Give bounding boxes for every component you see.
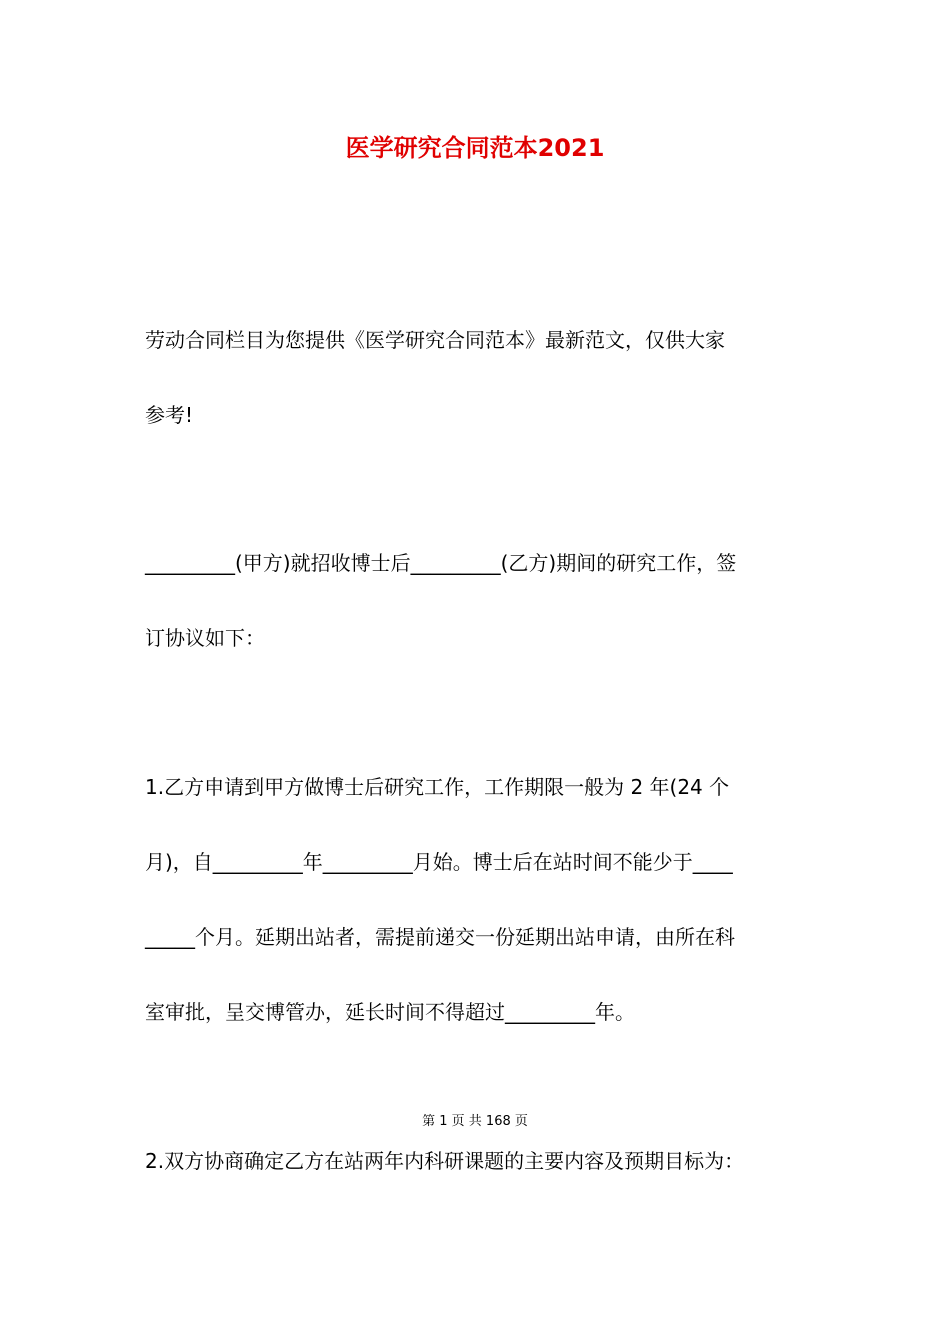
document-title: 医学研究合同范本2021 [345, 134, 605, 162]
clause-1-line-2: 月)，自_________年_________月始。博士后在站时间不能少于____ [145, 850, 733, 874]
clause-1-line-4: 室审批，呈交博管办，延长时间不得超过_________年。 [145, 1000, 635, 1024]
paragraph-intro-line-1: 劳动合同栏目为您提供《医学研究合同范本》最新范文，仅供大家 [145, 328, 725, 352]
page-footer: 第 1 页 共 168 页 [422, 1114, 528, 1129]
paragraph-parties-line-1: _________(甲方)就招收博士后_________(乙方)期间的研究工作，签 [145, 551, 737, 575]
paragraph-intro-line-2: 参考! [145, 403, 194, 427]
clause-1-line-3: _____个月。延期出站者，需提前递交一份延期出站申请，由所在科 [145, 925, 735, 949]
clause-2-line-1: 2.双方协商确定乙方在站两年内科研课题的主要内容及预期目标为： [145, 1149, 745, 1173]
clause-1-line-1: 1.乙方申请到甲方做博士后研究工作，工作期限一般为 2 年(24 个 [145, 775, 730, 799]
paragraph-parties-line-2: 订协议如下： [145, 626, 265, 650]
